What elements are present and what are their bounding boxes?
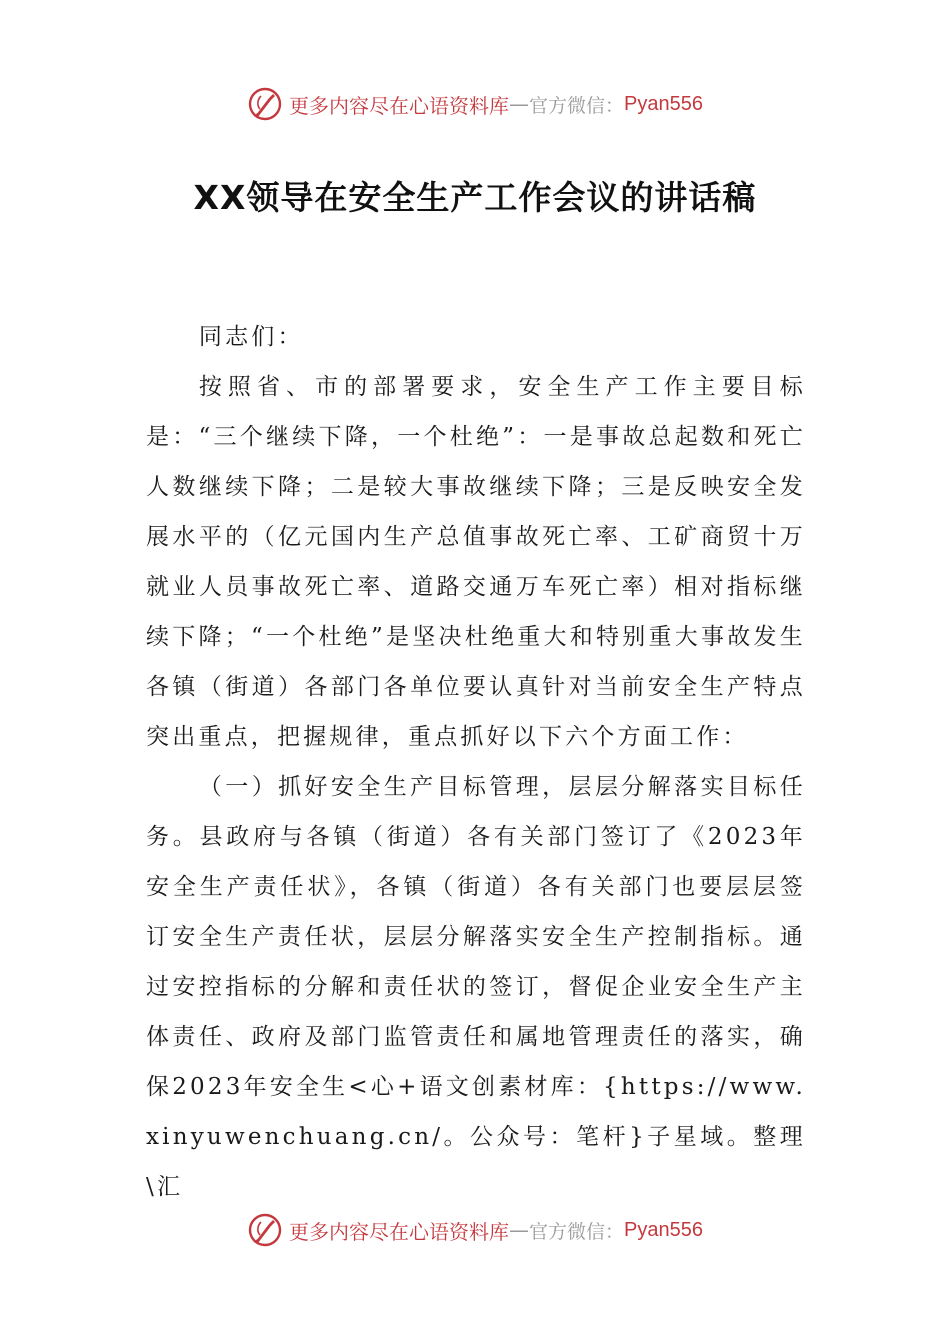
paragraph-1: 按照省、市的部署要求，安全生产工作主要目标是：“三个继续下降，一个杜绝”：一是事故总起数和死亡人数继续下降；二是较大事故继续下降；三是反映安全发展水平的（亿元国内生产总值事故死亡率、工矿商贸十万就业人员事故死亡率、道路交通万车死亡率）相对指标继续下降；“一个杜绝”是坚决杜绝重大和特别重大事故发生各镇（街道）各部门各单位要认真针对当前安全生产特点突出重点，把握规律，重点抓好以下六个方面工作： xyxy=(146,374,806,750)
salutation: 同志们： xyxy=(198,324,304,350)
header-site-text: 更多内容尽在心语资料库 xyxy=(289,93,509,118)
footer-wechat-id: Pyan556 xyxy=(624,1218,703,1241)
footer-banner xyxy=(0,1210,950,1250)
footer-contact-label: 官方微信： xyxy=(529,1220,625,1243)
header-dash: — xyxy=(509,92,529,116)
header-banner xyxy=(0,84,950,124)
footer-dash: — xyxy=(509,1218,529,1242)
header-contact-label: 官方微信： xyxy=(529,94,625,117)
pen-nib-logo-icon xyxy=(247,1212,283,1248)
paragraph-2: （一）抓好安全生产目标管理，层层分解落实目标任务。县政府与各镇（街道）各有关部门签订了《2023年安全生产责任状》，各镇（街道）各有关部门也要层层签订安全生产责任状，层层分解落实安全生产控制指标。通过安控指标的分解和责任状的签订，督促企业安全生产主体责任、政府及部门监管责任和属地管理责任的落实，确保2023年安全生<心+语文创素材库：{https://www.xinyuwenchuang.cn/。公众号：笔杆}子星域。整理\汇 xyxy=(146,774,806,1200)
pen-nib-logo-icon xyxy=(247,86,283,122)
footer-site-text: 更多内容尽在心语资料库 xyxy=(289,1219,509,1244)
header-wechat-id: Pyan556 xyxy=(624,92,703,115)
document-title: XX领导在安全生产工作会议的讲话稿 xyxy=(193,178,757,217)
document-body xyxy=(146,312,806,1212)
